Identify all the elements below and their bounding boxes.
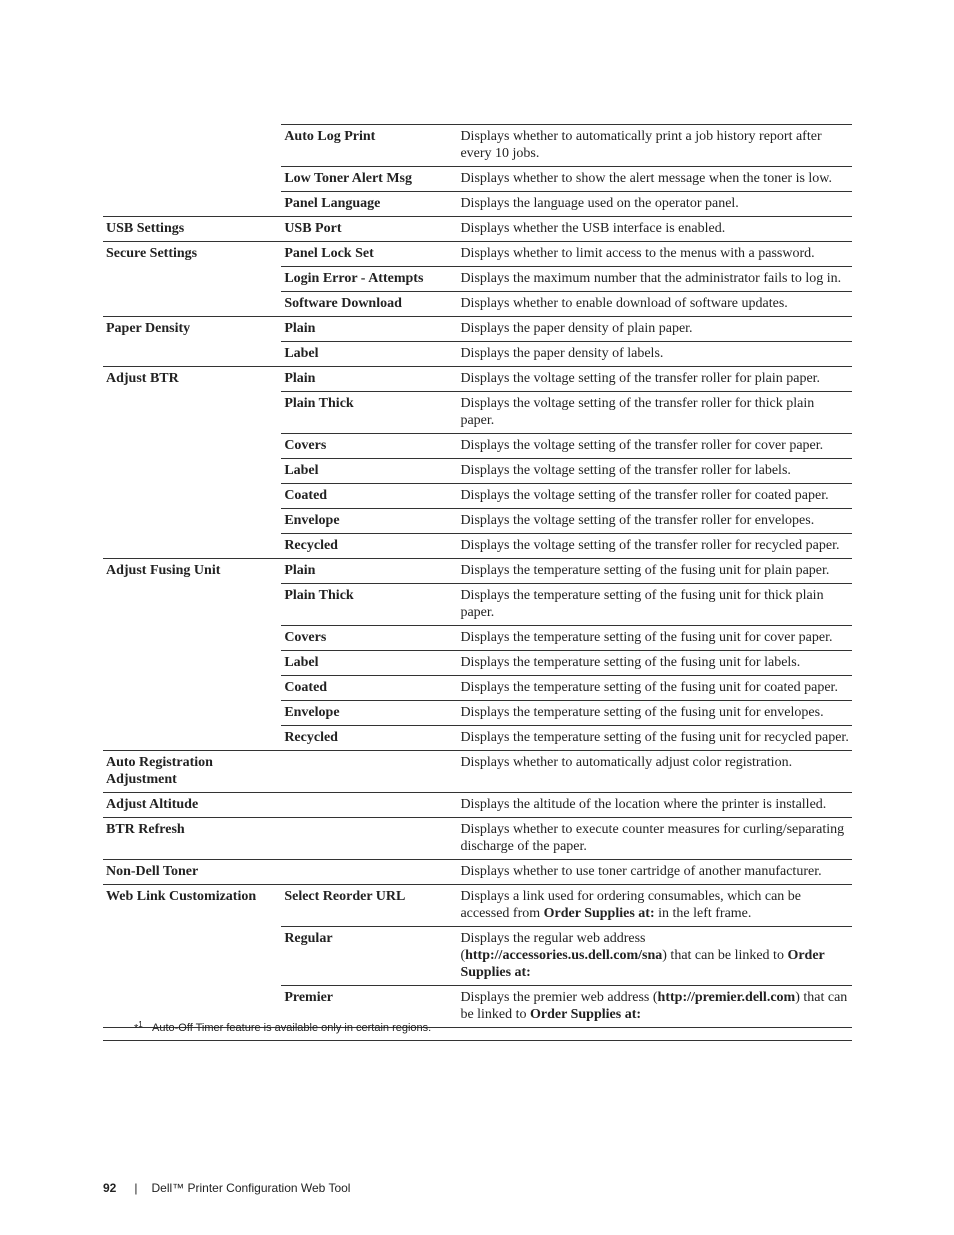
table-row	[103, 793, 852, 818]
setting-item-cell: USB Port	[281, 217, 457, 242]
setting-group-cell	[103, 434, 281, 459]
setting-group-cell	[103, 509, 281, 534]
description-emphasis: Order Supplies at:	[460, 948, 825, 980]
setting-description-cell	[457, 818, 852, 860]
table-row	[103, 559, 852, 584]
setting-group-cell	[103, 459, 281, 484]
setting-description-cell	[457, 267, 852, 292]
description-text: Displays whether to enable download of software updates.	[460, 296, 788, 311]
description-text: ) that can be linked to	[460, 990, 848, 1022]
table-row	[103, 676, 852, 701]
setting-item-cell: Envelope	[281, 509, 457, 534]
setting-description-cell	[457, 509, 852, 534]
description-text: Displays whether to use toner cartridge of another manufacturer.	[460, 864, 822, 879]
setting-description-cell	[457, 701, 852, 726]
setting-group-cell	[103, 651, 281, 676]
setting-description-cell	[457, 927, 852, 986]
setting-group-cell	[103, 125, 281, 167]
setting-description-cell	[457, 125, 852, 167]
description-text: Displays the regular web address (	[460, 931, 646, 963]
table-row	[103, 217, 852, 242]
description-text: Displays the maximum number that the administrator fails to log in.	[460, 271, 842, 286]
setting-group-cell	[103, 392, 281, 434]
setting-description-cell	[457, 860, 852, 885]
setting-group-cell: USB Settings	[103, 217, 281, 242]
table-row	[103, 267, 852, 292]
setting-group-cell: Non-Dell Toner	[103, 860, 281, 885]
table-row	[103, 125, 852, 167]
setting-group-cell	[103, 167, 281, 192]
setting-group-cell	[103, 584, 281, 626]
setting-item-cell: Plain	[281, 559, 457, 584]
description-text: Displays the voltage setting of the transfer roller for coated paper.	[460, 488, 829, 503]
description-emphasis: http://premier.dell.com	[657, 990, 796, 1005]
table-row	[103, 167, 852, 192]
description-text: ) that can be linked to	[662, 948, 788, 963]
page-number: 92	[103, 1181, 117, 1195]
description-text: Displays whether to show the alert message when the toner is low.	[460, 171, 832, 186]
setting-item-cell: Covers	[281, 626, 457, 651]
setting-item-cell: Coated	[281, 484, 457, 509]
setting-description-cell	[457, 676, 852, 701]
table-row	[103, 317, 852, 342]
table-row	[103, 584, 852, 626]
setting-description-cell	[457, 217, 852, 242]
setting-item-cell: Panel Language	[281, 192, 457, 217]
setting-item-cell: Covers	[281, 434, 457, 459]
footer-title: Dell™ Printer Configuration Web Tool	[151, 1181, 351, 1195]
setting-description-cell	[457, 459, 852, 484]
table-row	[103, 192, 852, 217]
description-emphasis: Order Supplies at:	[543, 906, 655, 921]
table-row	[103, 342, 852, 367]
setting-description-cell	[457, 242, 852, 267]
table-row	[103, 434, 852, 459]
setting-description-cell	[457, 651, 852, 676]
setting-item-cell: Premier	[281, 986, 457, 1028]
setting-description-cell	[457, 367, 852, 392]
setting-description-cell	[457, 885, 852, 927]
setting-description-cell	[457, 192, 852, 217]
description-text: Displays whether to automatically print a job history report after every 10 jobs.	[460, 129, 822, 161]
table-row	[103, 701, 852, 726]
table-row	[103, 292, 852, 317]
setting-item-cell: Software Download	[281, 292, 457, 317]
setting-description-cell	[457, 751, 852, 793]
description-text: Displays whether the USB interface is enabled.	[460, 221, 726, 236]
setting-item-cell: Panel Lock Set	[281, 242, 457, 267]
description-emphasis: http://accessories.us.dell.com/sna	[465, 948, 663, 963]
setting-item-cell: Recycled	[281, 726, 457, 751]
setting-group-cell	[103, 534, 281, 559]
description-text: Displays whether to limit access to the menus with a password.	[460, 246, 815, 261]
description-text: Displays the altitude of the location where the printer is installed.	[460, 797, 827, 812]
table-row	[103, 367, 852, 392]
setting-item-cell: Select Reorder URL	[281, 885, 457, 927]
page-footer	[103, 1181, 350, 1195]
setting-description-cell	[457, 534, 852, 559]
setting-group-cell: Paper Density	[103, 317, 281, 342]
table-row	[103, 751, 852, 793]
footer-separator: |	[134, 1181, 138, 1195]
description-text: Displays the voltage setting of the transfer roller for plain paper.	[460, 371, 821, 386]
setting-item-cell: Regular	[281, 927, 457, 986]
footnote-mark: *$^1$	[134, 1020, 143, 1035]
setting-item-cell: Login Error - Attempts	[281, 267, 457, 292]
setting-group-cell	[103, 701, 281, 726]
table-row	[103, 651, 852, 676]
table-row	[103, 818, 852, 860]
description-text: Displays the voltage setting of the transfer roller for labels.	[460, 463, 791, 478]
description-text: Displays the voltage setting of the transfer roller for cover paper.	[460, 438, 824, 453]
description-text: Displays the language used on the operator panel.	[460, 196, 739, 211]
setting-group-cell	[103, 292, 281, 317]
description-text: Displays the temperature setting of the fusing unit for plain paper.	[460, 563, 830, 578]
setting-group-cell	[103, 726, 281, 751]
description-text: Displays the voltage setting of the transfer roller for recycled paper.	[460, 538, 840, 553]
setting-group-cell: Auto Registration Adjustment	[103, 751, 281, 793]
setting-description-cell	[457, 484, 852, 509]
description-text: in the left frame.	[654, 906, 752, 921]
setting-group-cell	[103, 676, 281, 701]
description-text: Displays the temperature setting of the fusing unit for cover paper.	[460, 630, 833, 645]
setting-description-cell	[457, 559, 852, 584]
description-text: Displays the paper density of plain paper.	[460, 321, 693, 336]
setting-item-cell: Coated	[281, 676, 457, 701]
table-row	[103, 459, 852, 484]
description-text: Displays the temperature setting of the fusing unit for envelopes.	[460, 705, 824, 720]
description-text: Displays a link used for ordering consumables, which can be accessed from	[460, 889, 802, 921]
description-text: Displays whether to automatically adjust color registration.	[460, 755, 793, 770]
setting-description-cell	[457, 584, 852, 626]
table-row	[103, 626, 852, 651]
setting-item-cell	[281, 860, 457, 885]
table-row	[103, 726, 852, 751]
setting-group-cell	[103, 192, 281, 217]
description-text: Displays the paper density of labels.	[460, 346, 664, 361]
description-text: Displays the temperature setting of the fusing unit for coated paper.	[460, 680, 838, 695]
description-text: Displays the temperature setting of the fusing unit for thick plain paper.	[460, 588, 824, 620]
setting-group-cell: Web Link Customization	[103, 885, 281, 927]
setting-group-cell	[103, 927, 281, 986]
setting-group-cell: Adjust Fusing Unit	[103, 559, 281, 584]
setting-item-cell: Recycled	[281, 534, 457, 559]
table-row	[103, 509, 852, 534]
setting-group-cell: BTR Refresh	[103, 818, 281, 860]
setting-description-cell	[457, 392, 852, 434]
setting-description-cell	[457, 342, 852, 367]
table-row	[103, 860, 852, 885]
setting-description-cell	[457, 317, 852, 342]
table-row	[103, 242, 852, 267]
setting-item-cell	[281, 818, 457, 860]
table-row	[103, 927, 852, 986]
table-row	[103, 885, 852, 927]
description-text: Displays the temperature setting of the fusing unit for recycled paper.	[460, 730, 849, 745]
settings-table	[103, 124, 852, 1028]
setting-item-cell: Auto Log Print	[281, 125, 457, 167]
setting-item-cell: Plain Thick	[281, 392, 457, 434]
setting-item-cell: Label	[281, 342, 457, 367]
description-text: Displays the voltage setting of the transfer roller for thick plain paper.	[460, 396, 815, 428]
setting-description-cell	[457, 167, 852, 192]
setting-group-cell: Adjust BTR	[103, 367, 281, 392]
setting-description-cell	[457, 626, 852, 651]
footnote-text: Auto-Off Timer feature is available only in certain regions.	[152, 1022, 432, 1034]
table-row	[103, 484, 852, 509]
setting-group-cell	[103, 484, 281, 509]
setting-item-cell: Plain Thick	[281, 584, 457, 626]
setting-item-cell: Label	[281, 651, 457, 676]
description-text: Displays the voltage setting of the transfer roller for envelopes.	[460, 513, 815, 528]
setting-item-cell: Label	[281, 459, 457, 484]
setting-item-cell	[281, 751, 457, 793]
setting-group-cell	[103, 267, 281, 292]
setting-group-cell	[103, 342, 281, 367]
table-row	[103, 534, 852, 559]
description-text: Displays whether to execute counter measures for curling/separating discharge of the paper.	[460, 822, 845, 854]
setting-group-cell: Secure Settings	[103, 242, 281, 267]
description-text: Displays the premier web address (	[460, 990, 658, 1005]
footnote	[103, 1014, 852, 1041]
setting-item-cell: Envelope	[281, 701, 457, 726]
setting-description-cell	[457, 434, 852, 459]
table-row	[103, 392, 852, 434]
setting-description-cell	[457, 726, 852, 751]
setting-item-cell: Plain	[281, 317, 457, 342]
description-text: Displays the temperature setting of the fusing unit for labels.	[460, 655, 801, 670]
footnote-superscript: 1	[138, 1020, 143, 1029]
table-body	[103, 125, 852, 1028]
setting-group-cell	[103, 626, 281, 651]
setting-item-cell	[281, 793, 457, 818]
setting-description-cell	[457, 793, 852, 818]
description-emphasis: Order Supplies at:	[530, 1007, 642, 1022]
setting-group-cell: Adjust Altitude	[103, 793, 281, 818]
setting-description-cell	[457, 292, 852, 317]
setting-item-cell: Low Toner Alert Msg	[281, 167, 457, 192]
setting-item-cell: Plain	[281, 367, 457, 392]
